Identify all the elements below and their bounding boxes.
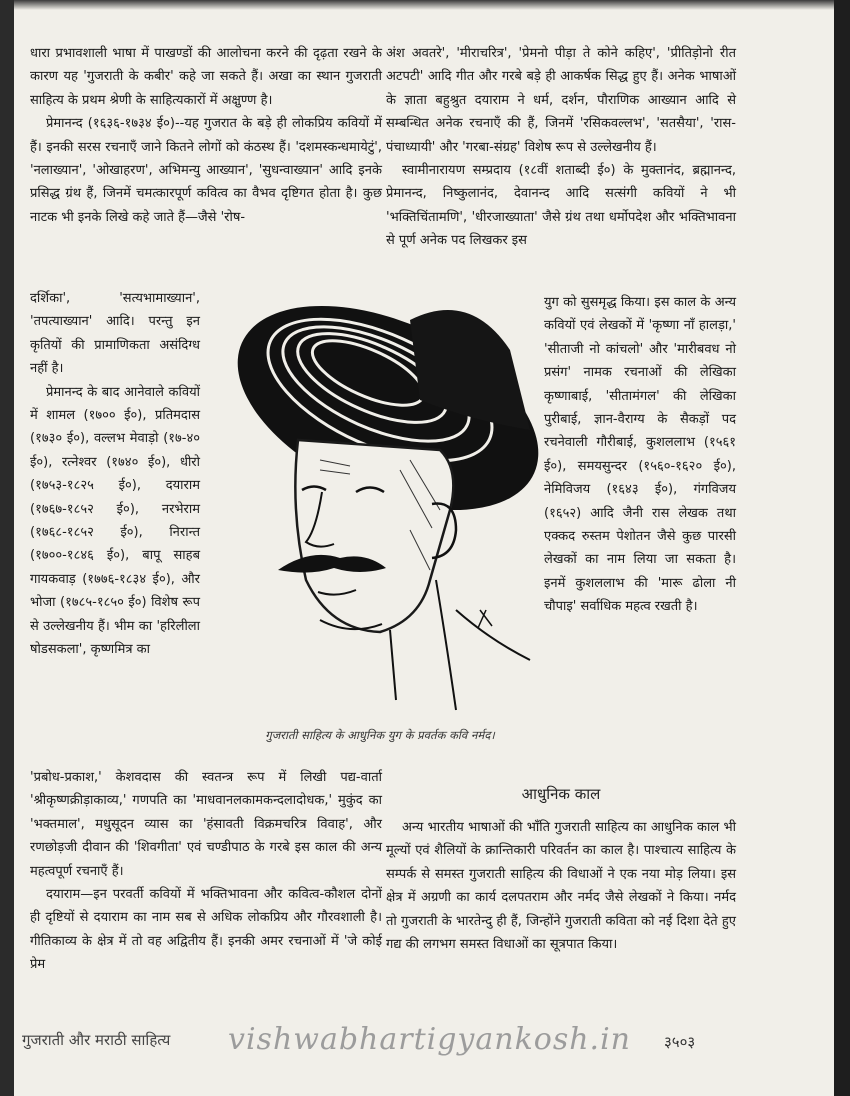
left-column-top: [30, 42, 382, 229]
modern-period-paragraph: अन्य भारतीय भाषाओं की भाँति गुजराती साहित्य का आधुनिक काल भी मूल्यों एवं शैलियों के क्रान्तिकारी परिवर्तन का काल है। पाश्चात्य साहित्य के सम्पर्क से समस्त गुजराती साहित्य की विधाओं ने एक नया मोड़ लिया। इस क्षेत्र में अग्रणी का कार्य दलपतराम और नर्मद जैसे लेखकों ने किया। नर्मद तो गुजराती के भारतेन्दु ही हैं, जिन्होंने गुजराती कविता को नई दिशा देते हुए गद्य की लगभग समस्त विधाओं का सूत्रपात किया।: [386, 820, 736, 953]
site-watermark: vishwabhartigyankosh.in: [228, 1022, 631, 1057]
section-heading-modern-period: आधुनिक काल: [521, 785, 601, 803]
left-column-narrow: [30, 287, 200, 662]
right-column-bottom: [386, 816, 736, 956]
left-narrow-paragraph-2: प्रेमानन्द के बाद आनेवाले कवियों में शामल (१७०० ई०), प्रतिमदास (१७३० ई०), वल्लभ मेवाड़ो (१७-४० ई०), रत्नेश्वर (१७४० ई०), धीरो (१७५३-१८२५ ई०), दयाराम (१७६७-१८५२ ई०), नरभेराम (१७६८-१८५२ ई०), निरान्त (१७००-१८४६ ई०), बापू साहब गायकवाड़ (१७७६-१८३४ ई०), और भोजा (१७८५-१८५० ई०) विशेष रूप से उल्लेखनीय हैं। भीम का 'हरिलीला षोडसकला', कृष्णमित्र का: [30, 384, 200, 658]
page-footer: [14, 1022, 834, 1062]
left-bottom-paragraph: 'प्रबोध-प्रकाश,' केशवदास की स्वतन्त्र रूप में लिखी पद्य-वार्ता 'श्रीकृष्णक्रीड़ाकाव्य,' गणपति का 'माधवानलकामकन्दलादोधक,' मुकुंद का 'भक्तमाल', मधुसूदन व्यास का 'हंसावती विक्रमचरित्र विवाह', और रणछोड़जी दीवान की 'शिवगीता' एवं चण्डीपाठ के गरबे इस काल की अन्य महत्वपूर्ण रचनाएँ हैं।: [30, 770, 382, 879]
figure-caption: गुजराती साहित्य के आधुनिक युग के प्रवर्तक कवि नर्मद।: [265, 728, 495, 742]
left-narrow-paragraph-1: दर्शिका', 'सत्यभामाख्यान', 'तपत्याख्यान' आदि। परन्तु इन कृतियों की प्रामाणिकता असंदिग्ध नहीं है।: [30, 291, 200, 377]
left-column-bottom: [30, 766, 382, 977]
swaminarayan-paragraph: स्वामीनारायण सम्प्रदाय (१८वीं शताब्दी ई०) के मुक्तानंद, ब्रह्मानन्द, प्रेमानन्द, निष्कुलानंद, देवानन्द आदि सत्संगी कवियों ने भी 'भक्तिचिंतामणि', 'धीरजाख्याता' जैसे ग्रंथ तथा धर्मोपदेश और भक्तिभावना से पूर्ण अनेक पद लिखकर इस: [386, 163, 736, 249]
narmad-portrait-illustration: [210, 280, 550, 720]
page-edge-shadow: [834, 0, 850, 1096]
dayaram-paragraph: दयाराम—इन परवर्ती कवियों में भक्तिभावना और कवित्व-कौशल दोनों ही दृष्टियों से दयाराम का नाम सब से अधिक लोकप्रिय और गौरवशाली है। गीतिकाव्य के क्षेत्र में तो वह अद्वितीय हैं। इनकी अमर रचनाओं में 'जे कोई प्रेम: [30, 887, 382, 973]
right-column-top: [386, 42, 736, 253]
right-top-paragraph: अंश अवतरे', 'मीराचरित्र', 'प्रेमनो पीड़ा ते कोने कहिए', 'प्रीतिड़ोनो रीत अटपटी' आदि गीत और गरबे बड़े ही आकर्षक सिद्ध हुए हैं। अनेक भाषाओं के ज्ञाता बहुश्रुत दयाराम ने धर्म, दर्शन, पौराणिक आख्यान आदि से सम्बन्धित अनेक रचनाएँ की हैं, जिनमें 'रसिकवल्लभ', 'सतसैया', 'रास-पंचाध्यायी' और 'गरबा-संग्रह' विशेष रूप से उल्लेखनीय हैं।: [386, 46, 736, 155]
premanand-paragraph: प्रेमानन्द (१६३६-१७३४ ई०)--यह गुजरात के बड़े ही लोकप्रिय कवियों में हैं। इनकी सरस रचनाएँ जाने कितने लोगों को कंठस्थ हैं। 'दशमस्कन्धमायेटुं', 'नलाख्यान', 'ओखाहरण', अभिमन्यु आख्यान', 'सुधन्वाख्यान' आदि इनके प्रसिद्ध ग्रंथ हैं, जिनमें चमत्कारपूर्ण कवित्व का वैभव दृष्टिगत होता है। कुछ नाटक भी इनके लिखे कहे जाते हैं—जैसे 'रोष-: [30, 116, 382, 225]
right-narrow-paragraph: युग को सुसमृद्ध किया। इस काल के अन्य कवियों एवं लेखकों में 'कृष्णा नाँ हालड़ा,' 'सीताजी नो कांचलो' और 'मारीबवध नो प्रसंग' नामक रचनाओं की लेखिका कृष्णाबाई, 'सीतामंगल' की लेखिका पुरीबाई, ज्ञान-वैराग्य के सैकड़ों पद रचनेवाली गौरीबाई, कुशललाभ (१५६१ ई०), समयसुन्दर (१५६०-१६२० ई०), नेमिविजय (१६४३ ई०), गंगविजय (१६५२) आदि जैनी रास लेखक तथा एक्कद रुस्तम पेशोतन जैसे कुछ पारसी लेखकों का नाम लिया जा सकता है। इनमें कुशललाभ की 'मारू ढोला नी चौपाइ' सर्वाधिक महत्व रखती है।: [544, 295, 736, 615]
book-page: [14, 0, 834, 1096]
running-footer-title: गुजराती और मराठी साहित्य: [22, 1031, 171, 1049]
left-top-paragraph: धारा प्रभावशाली भाषा में पाखण्डों की आलोचना करने की दृढ़ता रखने के कारण यह 'गुजराती के कबीर' कहे जा सकते हैं। अखा का स्थान गुजराती साहित्य के प्रथम श्रेणी के साहित्यकारों में अक्षुण्ण है।: [30, 46, 382, 108]
right-column-narrow: [544, 291, 736, 619]
page-number: ३५०३: [664, 1033, 696, 1051]
page-top-shadow: [14, 0, 834, 10]
